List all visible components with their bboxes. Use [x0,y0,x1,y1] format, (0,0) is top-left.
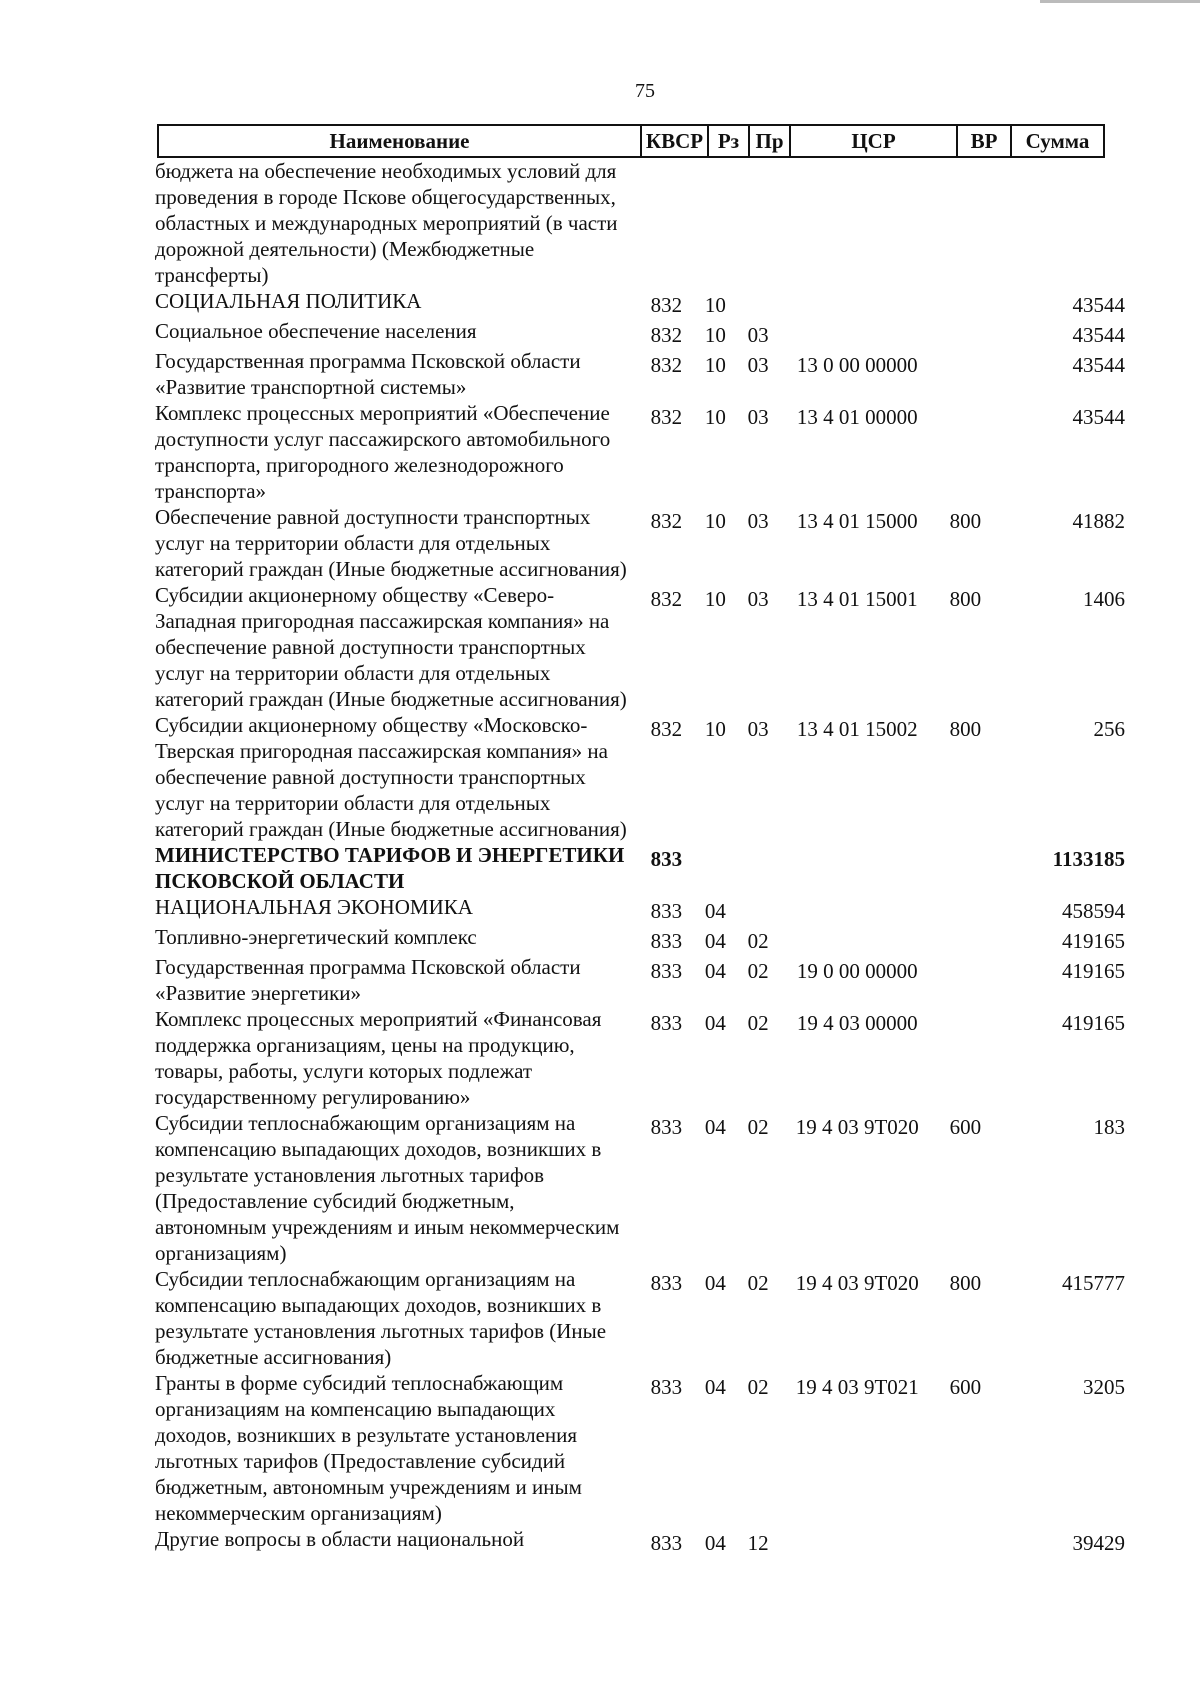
cell-vr [936,842,996,894]
cell-kvsr: 833 [650,847,683,871]
cell-vr [936,400,996,504]
header-csr: ЦСР [789,124,956,158]
cell-pr [737,894,779,924]
cell-csr [779,894,936,924]
cell-kvsr: 832 [650,405,683,429]
cell-sum: 1133185 [1052,847,1126,871]
cell-vr: 800 [949,717,982,741]
cell-csr: 19 0 00 00000 [796,959,918,983]
cell-csr: 19 4 03 9Т021 [795,1375,919,1399]
table-row [155,582,1125,712]
table-row [155,1266,1125,1370]
cell-kvsr: 833 [650,1271,683,1295]
cell-rz: 04 [704,929,726,953]
cell-vr [936,348,996,400]
cell-kvsr: 833 [650,1375,683,1399]
cell-sum: 419165 [1062,1011,1126,1035]
cell-pr [737,158,779,288]
cell-sum: 458594 [1062,899,1126,923]
cell-sum: 41882 [1072,509,1126,533]
table-row [155,1526,1125,1556]
cell-rz: 04 [704,1115,726,1139]
table-row [155,288,1125,318]
cell-kvsr: 833 [650,1011,683,1035]
header-pr: Пр [748,124,789,158]
cell-name: Гранты в форме субсидий теплоснабжающим организациям на компенсацию выпадающих доходов, возникших в результате установления льготных тарифов (Предоставление субсидий бюджетным, автономным учреждениям и иным некоммерческим организациям) [155,1371,582,1525]
cell-rz: 04 [704,1375,726,1399]
cell-vr: 800 [949,587,982,611]
table-row [155,504,1125,582]
table-row [155,318,1125,348]
cell-name: Субсидии теплоснабжающим организациям на компенсацию выпадающих доходов, возникших в результате установления льготных тарифов (Предоставление субсидий бюджетным, автономным учреждениям и иным некоммерческим организациям) [155,1111,620,1265]
header-sum: Сумма [1010,124,1105,158]
cell-csr [779,924,936,954]
cell-sum: 419165 [1062,929,1126,953]
cell-rz [694,842,738,894]
cell-csr [779,318,936,348]
cell-csr: 13 4 01 15000 [796,509,918,533]
cell-pr: 03 [747,353,769,377]
cell-rz: 04 [704,1011,726,1035]
cell-csr: 13 4 01 15002 [796,717,918,741]
cell-name: Субсидии акционерному обществу «Московско-Тверская пригородная пассажирская компания» на обеспечение равной доступности транспортных услуг на территории области для отдельных категорий граждан (Иные бюджетные ассигнования) [155,713,627,841]
cell-kvsr: 832 [650,587,683,611]
cell-name: бюджета на обеспечение необходимых условий для проведения в городе Пскове общегосударственных, областных и международных мероприятий (в части дорожной деятельности) (Межбюджетные трансферты) [155,159,618,287]
cell-pr: 02 [747,1375,769,1399]
page-number: 75 [635,80,655,102]
table-row [155,400,1125,504]
cell-sum: 39429 [1072,1531,1126,1555]
table-row [155,158,1125,288]
header-name: Наименование [157,124,640,158]
header-rz: Рз [707,124,748,158]
cell-rz: 10 [704,293,726,317]
cell-sum: 43544 [1072,293,1126,317]
table-row [155,1006,1125,1110]
table-row [155,894,1125,924]
cell-pr: 02 [747,1271,769,1295]
cell-csr: 19 4 03 9Т020 [795,1115,919,1139]
scan-edge-line [1040,0,1200,3]
table-row [155,842,1125,894]
cell-kvsr: 832 [650,353,683,377]
cell-name: Обеспечение равной доступности транспортных услуг на территории области для отдельных категорий граждан (Иные бюджетные ассигнования) [155,505,627,581]
cell-sum: 43544 [1072,323,1126,347]
cell-sum [995,158,1125,288]
cell-name: МИНИСТЕРСТВО ТАРИФОВ И ЭНЕРГЕТИКИ ПСКОВСКОЙ ОБЛАСТИ [155,843,625,893]
cell-rz: 04 [704,1531,726,1555]
cell-vr [936,924,996,954]
cell-pr: 03 [747,405,769,429]
cell-name: Другие вопросы в области национальной [155,1527,525,1551]
cell-rz: 04 [704,959,726,983]
cell-kvsr: 833 [650,1531,683,1555]
cell-vr [936,954,996,1006]
cell-rz: 10 [704,717,726,741]
table-header [157,124,1105,158]
cell-kvsr: 833 [650,1115,683,1139]
cell-pr: 03 [747,587,769,611]
cell-rz: 04 [704,899,726,923]
cell-sum: 1406 [1083,587,1126,611]
cell-pr [737,842,779,894]
cell-sum: 415777 [1062,1271,1126,1295]
cell-name: Государственная программа Псковской области «Развитие энергетики» [155,955,581,1005]
cell-csr [779,158,936,288]
cell-pr: 03 [747,509,769,533]
table-row [155,1110,1125,1266]
table-row [155,348,1125,400]
cell-csr: 13 0 00 00000 [796,353,918,377]
cell-vr [936,158,996,288]
cell-rz: 10 [704,405,726,429]
cell-sum: 183 [1093,1115,1126,1139]
cell-vr: 600 [949,1115,982,1139]
cell-kvsr [639,158,694,288]
cell-pr: 03 [747,323,769,347]
cell-name: СОЦИАЛЬНАЯ ПОЛИТИКА [155,289,422,313]
cell-name: Комплекс процессных мероприятий «Обеспечение доступности услуг пассажирского автомобильного транспорта, пригородного железнодорожного транспорта» [155,401,611,503]
cell-kvsr: 833 [650,929,683,953]
header-kvsr: КВСР [640,124,707,158]
cell-rz [694,158,738,288]
table-row [155,1370,1125,1526]
cell-vr [936,288,996,318]
cell-kvsr: 832 [650,509,683,533]
cell-kvsr: 833 [650,899,683,923]
cell-pr [737,288,779,318]
cell-vr [936,1526,996,1556]
cell-csr [779,842,936,894]
cell-csr: 19 4 03 00000 [796,1011,918,1035]
cell-rz: 10 [704,353,726,377]
cell-pr: 12 [747,1531,769,1555]
cell-rz: 10 [704,323,726,347]
cell-name: Субсидии акционерному обществу «Северо-Западная пригородная пассажирская компания» на обеспечение равной доступности транспортных услуг на территории области для отдельных категорий граждан (Иные бюджетные ассигнования) [155,583,627,711]
cell-name: НАЦИОНАЛЬНАЯ ЭКОНОМИКА [155,895,473,919]
cell-name: Топливно-энергетический комплекс [155,925,477,949]
cell-vr [936,318,996,348]
cell-vr [936,1006,996,1110]
cell-pr: 02 [747,959,769,983]
table-row [155,712,1125,842]
cell-pr: 03 [747,717,769,741]
cell-name: Государственная программа Псковской области «Развитие транспортной системы» [155,349,581,399]
table-row [155,924,1125,954]
cell-csr [779,1526,936,1556]
table-body [155,158,1125,1556]
cell-sum: 256 [1093,717,1126,741]
cell-sum: 43544 [1072,353,1126,377]
cell-sum: 3205 [1083,1375,1126,1399]
cell-rz: 10 [704,509,726,533]
cell-vr: 600 [949,1375,982,1399]
cell-pr: 02 [747,929,769,953]
cell-kvsr: 833 [650,959,683,983]
cell-kvsr: 832 [650,717,683,741]
cell-sum: 419165 [1062,959,1126,983]
cell-csr: 13 4 01 00000 [796,405,918,429]
cell-vr: 800 [949,509,982,533]
cell-csr [779,288,936,318]
cell-pr: 02 [747,1115,769,1139]
cell-vr: 800 [949,1271,982,1295]
header-vr: ВР [956,124,1010,158]
cell-pr: 02 [747,1011,769,1035]
cell-name: Комплекс процессных мероприятий «Финансовая поддержка организациям, цены на продукцию, товары, работы, услуги которых подлежат государственному регулированию» [155,1007,602,1109]
cell-sum: 43544 [1072,405,1126,429]
table-row [155,954,1125,1006]
cell-rz: 04 [704,1271,726,1295]
cell-rz: 10 [704,587,726,611]
cell-kvsr: 832 [650,293,683,317]
cell-name: Субсидии теплоснабжающим организациям на компенсацию выпадающих доходов, возникших в результате установления льготных тарифов (Иные бюджетные ассигнования) [155,1267,607,1369]
cell-vr [936,894,996,924]
cell-csr: 13 4 01 15001 [796,587,918,611]
cell-kvsr: 832 [650,323,683,347]
cell-csr: 19 4 03 9Т020 [795,1271,919,1295]
cell-name: Социальное обеспечение населения [155,319,477,343]
